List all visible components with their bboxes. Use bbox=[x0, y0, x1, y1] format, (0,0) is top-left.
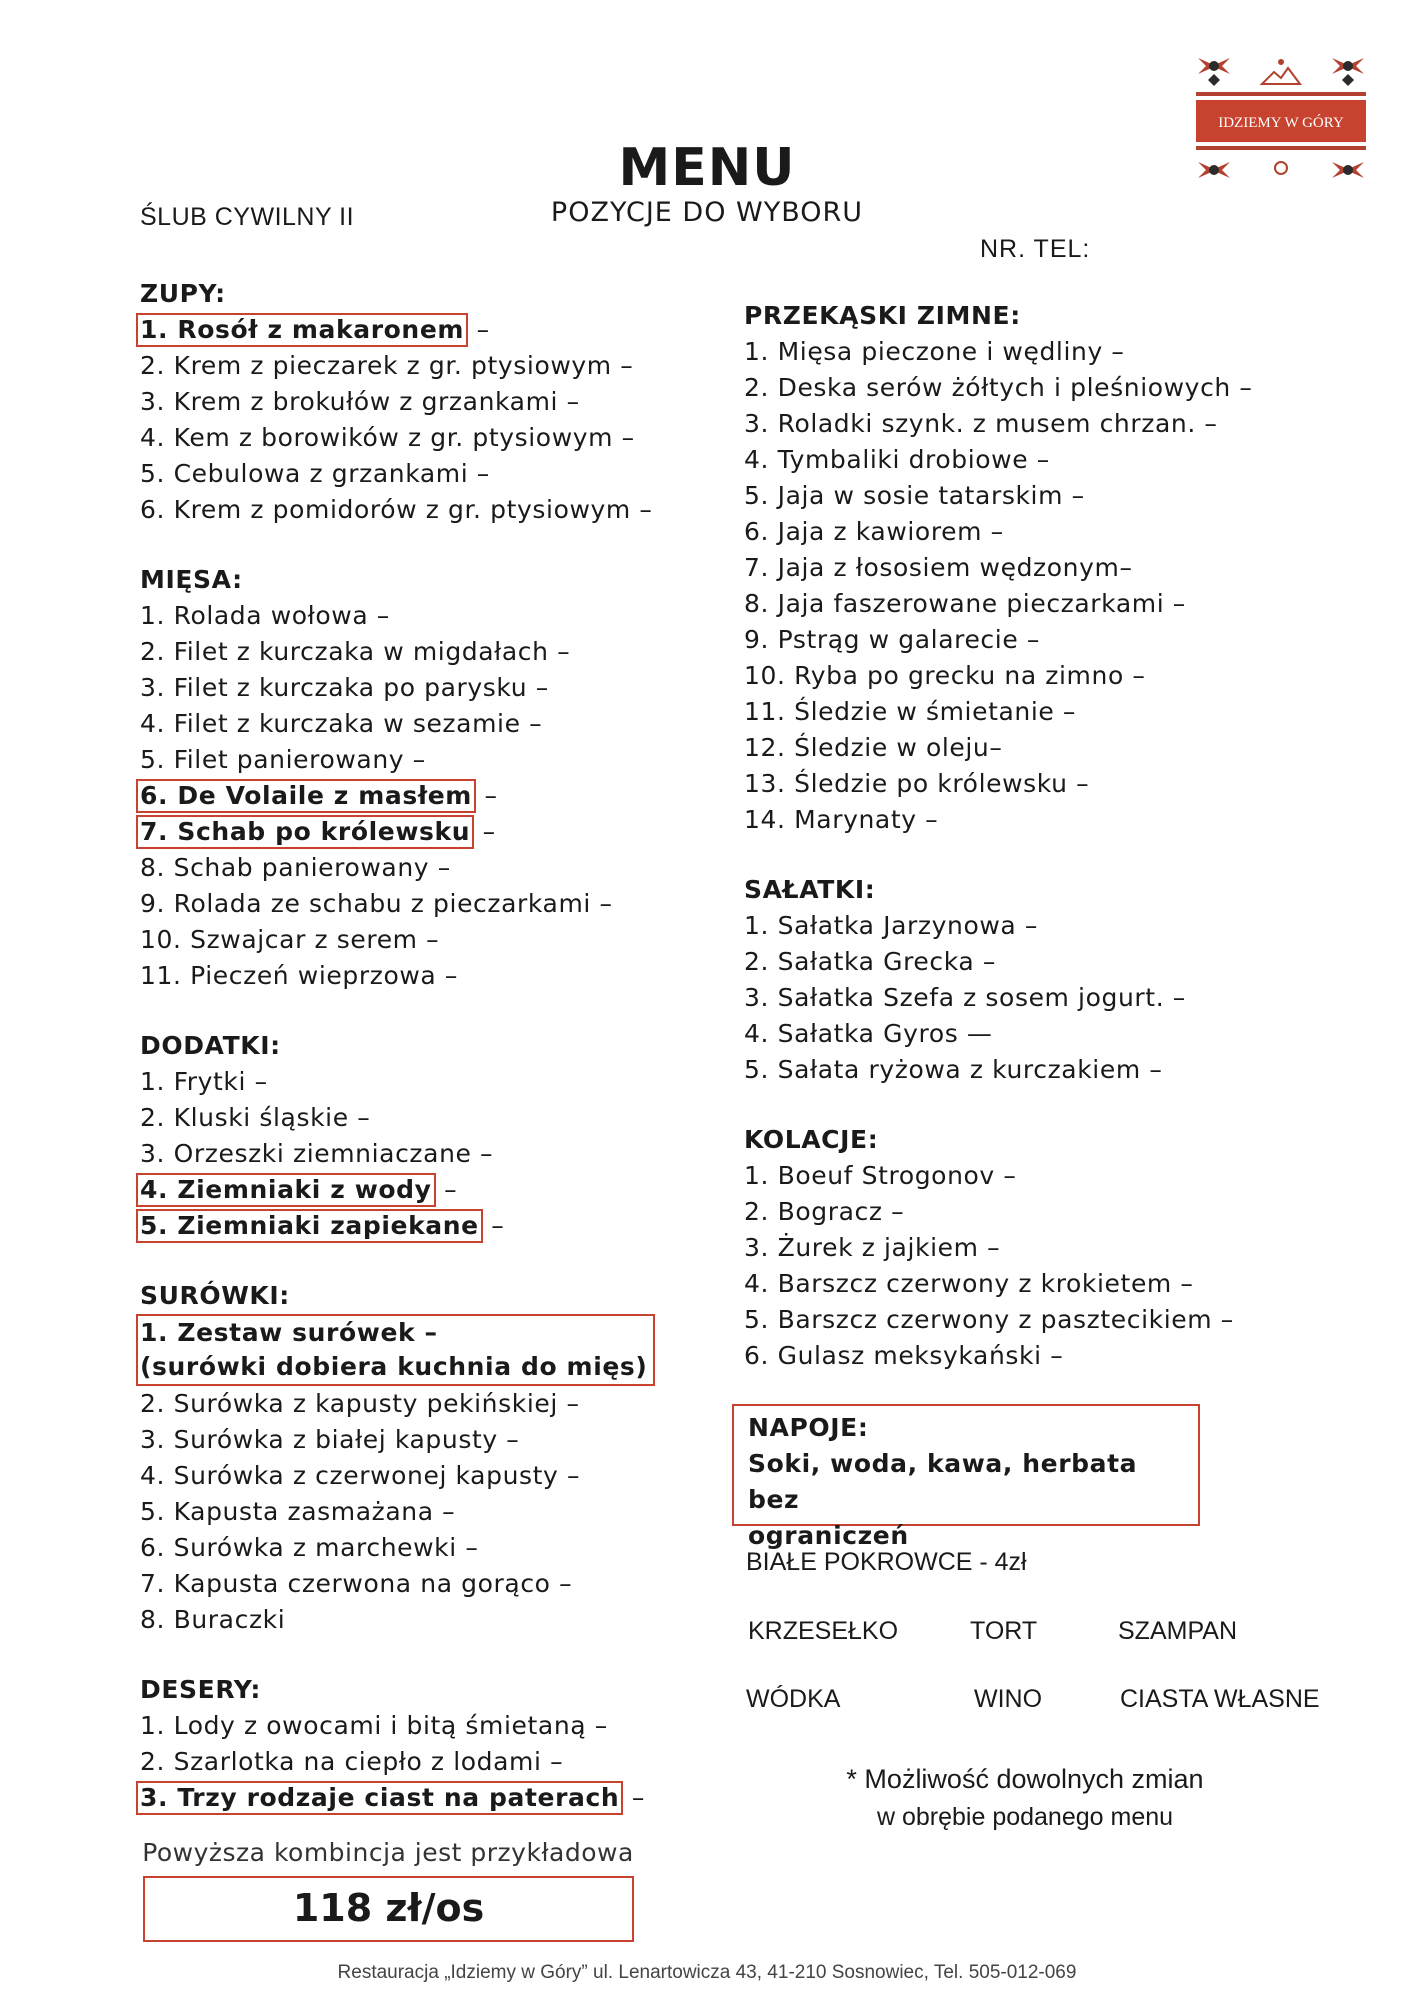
mountain-icon bbox=[1262, 68, 1300, 84]
menu-item: 1. Sałatka Jarzynowa – bbox=[744, 911, 1038, 940]
menu-item: 3. Sałatka Szefa z sosem jogurt. – bbox=[744, 983, 1186, 1012]
menu-item: 2. Kluski śląskie – bbox=[140, 1103, 371, 1132]
extra-szampan: SZAMPAN bbox=[1118, 1617, 1237, 1645]
menu-item: 12. Śledzie w oleju– bbox=[744, 733, 1003, 762]
menu-item: 2. Krem z pieczarek z gr. ptysiowym – bbox=[140, 351, 634, 380]
menu-item: 3. Roladki szynk. z musem chrzan. – bbox=[744, 409, 1218, 438]
menu-item: 11. Śledzie w śmietanie – bbox=[744, 697, 1077, 726]
menu-item: 6. Krem z pomidorów z gr. ptysiowym – bbox=[140, 495, 653, 524]
section-title-dodatki: DODATKI: bbox=[140, 1031, 281, 1060]
menu-item: 4. Barszcz czerwony z krokietem – bbox=[744, 1269, 1194, 1298]
menu-item: 4. Kem z borowików z gr. ptysiowym – bbox=[140, 423, 635, 452]
menu-item: 5. Barszcz czerwony z pasztecikiem – bbox=[744, 1305, 1234, 1334]
menu-item: 8. Schab panierowany – bbox=[140, 853, 451, 882]
combination-note: Powyższa kombincja jest przykładowa bbox=[142, 1838, 634, 1867]
menu-item: 6. Gulasz meksykański – bbox=[744, 1341, 1064, 1370]
menu-item: 6. De Volaile z masłem – bbox=[140, 778, 740, 814]
change-note: * Możliwość dowolnych zmian w obrębie podanego menu bbox=[846, 1764, 1204, 1831]
menu-item: 4. Sałatka Gyros — bbox=[744, 1019, 993, 1048]
napoje-line: Soki, woda, kawa, herbata bez bbox=[748, 1449, 1138, 1514]
section-title-napoje: NAPOJE: bbox=[748, 1413, 869, 1442]
menu-item: 10. Ryba po grecku na zimno – bbox=[744, 661, 1146, 690]
menu-item: 7. Jaja z łososiem wędzonym– bbox=[744, 553, 1133, 582]
menu-item: 6. Surówka z marchewki – bbox=[140, 1533, 479, 1562]
menu-item: 5. Cebulowa z grzankami – bbox=[140, 459, 490, 488]
event-name: ŚLUB CYWILNY II bbox=[140, 203, 355, 231]
menu-item: 8. Buraczki bbox=[140, 1605, 286, 1634]
folk-ornament-icon bbox=[1332, 58, 1364, 86]
menu-item: 7. Kapusta czerwona na gorąco – bbox=[140, 1569, 573, 1598]
section-title-miesa: MIĘSA: bbox=[140, 565, 243, 594]
highlighted-surowki-set bbox=[136, 1314, 655, 1386]
menu-item: 2. Szarlotka na ciepło z lodami – bbox=[140, 1747, 564, 1776]
page-title: MENU bbox=[618, 138, 796, 198]
right-column bbox=[744, 298, 1344, 1374]
menu-item: 5. Kapusta zasmażana – bbox=[140, 1497, 456, 1526]
menu-item: 5. Jaja w sosie tatarskim – bbox=[744, 481, 1085, 510]
menu-item: 1. Lody z owocami i bitą śmietaną – bbox=[140, 1711, 608, 1740]
section-title-surowki: SURÓWKI: bbox=[140, 1281, 290, 1310]
extra-wino: WINO bbox=[974, 1685, 1043, 1713]
menu-item: 2. Bogracz – bbox=[744, 1197, 905, 1226]
menu-item: 10. Szwajcar z serem – bbox=[140, 925, 440, 954]
menu-item: 1. Frytki – bbox=[140, 1067, 268, 1096]
menu-item: 1. Zestaw surówek – bbox=[140, 1318, 438, 1347]
footer-address: Restauracja „Idziemy w Góry” ul. Lenartowicza 43, 41-210 Sosnowiec, Tel. 505-012-069 bbox=[337, 1962, 1077, 1983]
menu-item: 5. Ziemniaki zapiekane – bbox=[140, 1208, 740, 1244]
menu-item: 1. Mięsa pieczone i wędliny – bbox=[744, 337, 1125, 366]
menu-item: 5. Filet panierowany – bbox=[140, 745, 426, 774]
section-title-zupy: ZUPY: bbox=[140, 279, 226, 308]
menu-item: 14. Marynaty – bbox=[744, 805, 939, 834]
menu-item: 1. Rolada wołowa – bbox=[140, 601, 390, 630]
menu-item: 4. Tymbaliki drobiowe – bbox=[744, 445, 1050, 474]
section-title-kolacje: KOLACJE: bbox=[744, 1125, 879, 1154]
menu-item: 5. Sałata ryżowa z kurczakiem – bbox=[744, 1055, 1163, 1084]
menu-item-note: (surówki dobiera kuchnia do mięs) bbox=[140, 1352, 648, 1381]
page-subtitle: POZYCJE DO WYBORU bbox=[550, 197, 864, 228]
menu-item: 3. Surówka z białej kapusty – bbox=[140, 1425, 520, 1454]
menu-item: 4. Filet z kurczaka w sezamie – bbox=[140, 709, 543, 738]
napoje-line: ograniczeń bbox=[748, 1521, 909, 1550]
logo-text: IDZIEMY W GÓRY bbox=[1218, 115, 1344, 131]
menu-item: 2. Filet z kurczaka w migdałach – bbox=[140, 637, 571, 666]
menu-item: 1. Rosół z makaronem – bbox=[140, 312, 740, 348]
menu-item: 9. Pstrąg w galarecie – bbox=[744, 625, 1040, 654]
extra-tort: TORT bbox=[970, 1617, 1038, 1645]
menu-item: 3. Żurek z jajkiem – bbox=[744, 1233, 1001, 1262]
menu-item: 13. Śledzie po królewsku – bbox=[744, 769, 1090, 798]
menu-item: 3. Trzy rodzaje ciast na paterach – bbox=[140, 1780, 740, 1816]
menu-item: 11. Pieczeń wieprzowa – bbox=[140, 961, 458, 990]
menu-item: 3. Filet z kurczaka po parysku – bbox=[140, 673, 549, 702]
napoje-box bbox=[732, 1404, 1200, 1550]
extra-wodka: WÓDKA bbox=[746, 1685, 841, 1713]
folk-ornament-icon bbox=[1198, 58, 1230, 86]
section-title-desery: DESERY: bbox=[140, 1675, 261, 1704]
phone-label: NR. TEL: bbox=[980, 235, 1091, 263]
extra-pokrowce: BIAŁE POKROWCE - 4zł bbox=[746, 1548, 1027, 1576]
menu-item: 3. Krem z brokułów z grzankami – bbox=[140, 387, 580, 416]
section-title-przekaski: PRZEKĄSKI ZIMNE: bbox=[744, 301, 1021, 330]
left-column bbox=[140, 276, 740, 1816]
menu-item: 4. Ziemniaki z wody – bbox=[140, 1172, 740, 1208]
menu-item: 2. Surówka z kapusty pekińskiej – bbox=[140, 1389, 580, 1418]
menu-item: 3. Orzeszki ziemniaczane – bbox=[140, 1139, 494, 1168]
menu-item: 1. Boeuf Strogonov – bbox=[744, 1161, 1017, 1190]
menu-item: 8. Jaja faszerowane pieczarkami – bbox=[744, 589, 1186, 618]
menu-item: 6. Jaja z kawiorem – bbox=[744, 517, 1004, 546]
menu-item: 2. Sałatka Grecka – bbox=[744, 947, 996, 976]
menu-item: 9. Rolada ze schabu z pieczarkami – bbox=[140, 889, 613, 918]
menu-item: 4. Surówka z czerwonej kapusty – bbox=[140, 1461, 581, 1490]
extra-krzeselko: KRZESEŁKO bbox=[748, 1617, 899, 1645]
menu-item: 2. Deska serów żółtych i pleśniowych – bbox=[744, 373, 1253, 402]
price-per-person: 118 zł/os bbox=[143, 1876, 634, 1942]
section-title-salatki: SAŁATKI: bbox=[744, 875, 876, 904]
menu-item: 7. Schab po królewsku – bbox=[140, 814, 740, 850]
extra-ciasta: CIASTA WŁASNE bbox=[1120, 1685, 1320, 1713]
